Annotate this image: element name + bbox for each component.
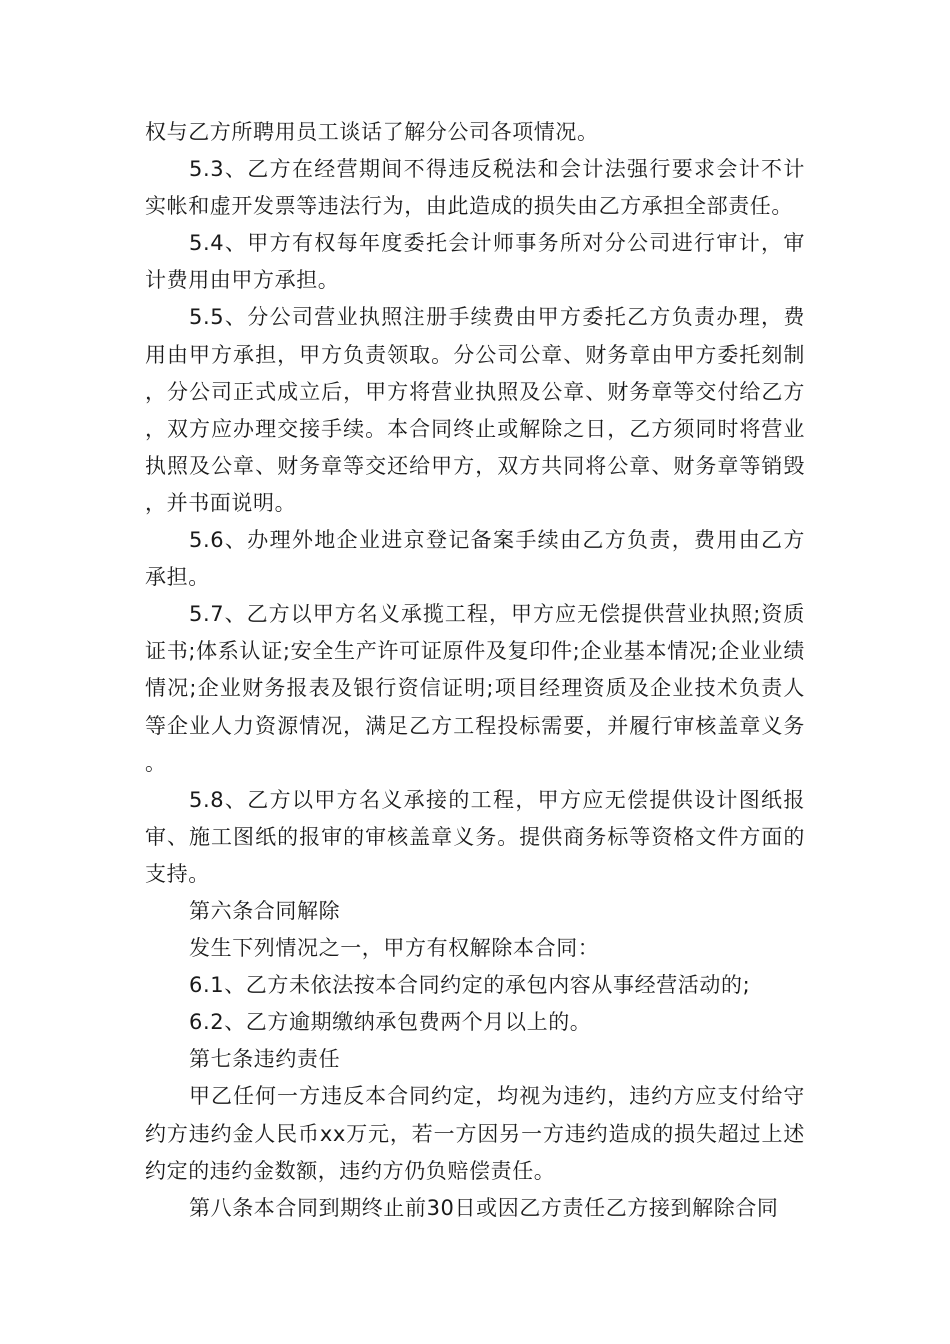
clause-5-7: 5.7、乙方以甲方名义承揽工程，甲方应无偿提供营业执照;资质证书;体系认证;安全生产许可证原件及复印件;企业基本情况;企业业绩情况;企业财务报表及银行资信证明;项目经理资质及企业技术负责人等企业人力资源情况，满足乙方工程投标需要，并履行审核盖章义务。 [145, 602, 805, 775]
clause-5-5: 5.5、分公司营业执照注册手续费由甲方委托乙方负责办理，费用由甲方承担，甲方负责领取。分公司公章、财务章由甲方委托刻制，分公司正式成立后，甲方将营业执照及公章、财务章等交付给乙方，双方应办理交接手续。本合同终止或解除之日，乙方须同时将营业执照及公章、财务章等交还给甲方，双方共同将公章、财务章等销毁，并书面说明。 [145, 305, 805, 515]
document-body [145, 114, 805, 1227]
clause-5-6: 5.6、办理外地企业进京登记备案手续由乙方负责，费用由乙方承担。 [145, 528, 805, 590]
clause-5-3: 5.3、乙方在经营期间不得违反税法和会计法强行要求会计不计实帐和虚开发票等违法行为，由此造成的损失由乙方承担全部责任。 [145, 157, 805, 219]
article-7-heading: 第七条违约责任 [189, 1047, 341, 1072]
article-6-intro: 发生下列情况之一，甲方有权解除本合同： [189, 936, 600, 961]
clause-6-2: 6.2、乙方逾期缴纳承包费两个月以上的。 [189, 1010, 592, 1035]
clause-5-4: 5.4、甲方有权每年度委托会计师事务所对分公司进行审计，审计费用由甲方承担。 [145, 231, 805, 293]
article-6-heading: 第六条合同解除 [189, 898, 341, 923]
paragraph-continuation: 权与乙方所聘用员工谈话了解分公司各项情况。 [145, 120, 599, 144]
clause-6-1: 6.1、乙方未依法按本合同约定的承包内容从事经营活动的; [189, 973, 751, 998]
article-8-start: 第八条本合同到期终止前30日或因乙方责任乙方接到解除合同 [189, 1195, 779, 1220]
article-7-body: 甲乙任何一方违反本合同约定，均视为违约，违约方应支付给守约方违约金人民币xx万元，若一方因另一方违约造成的损失超过上述约定的违约金数额，违约方仍负赔偿责任。 [145, 1084, 805, 1183]
clause-5-8: 5.8、乙方以甲方名义承接的工程，甲方应无偿提供设计图纸报审、施工图纸的报审的审核盖章义务。提供商务标等资格文件方面的支持。 [145, 787, 805, 886]
